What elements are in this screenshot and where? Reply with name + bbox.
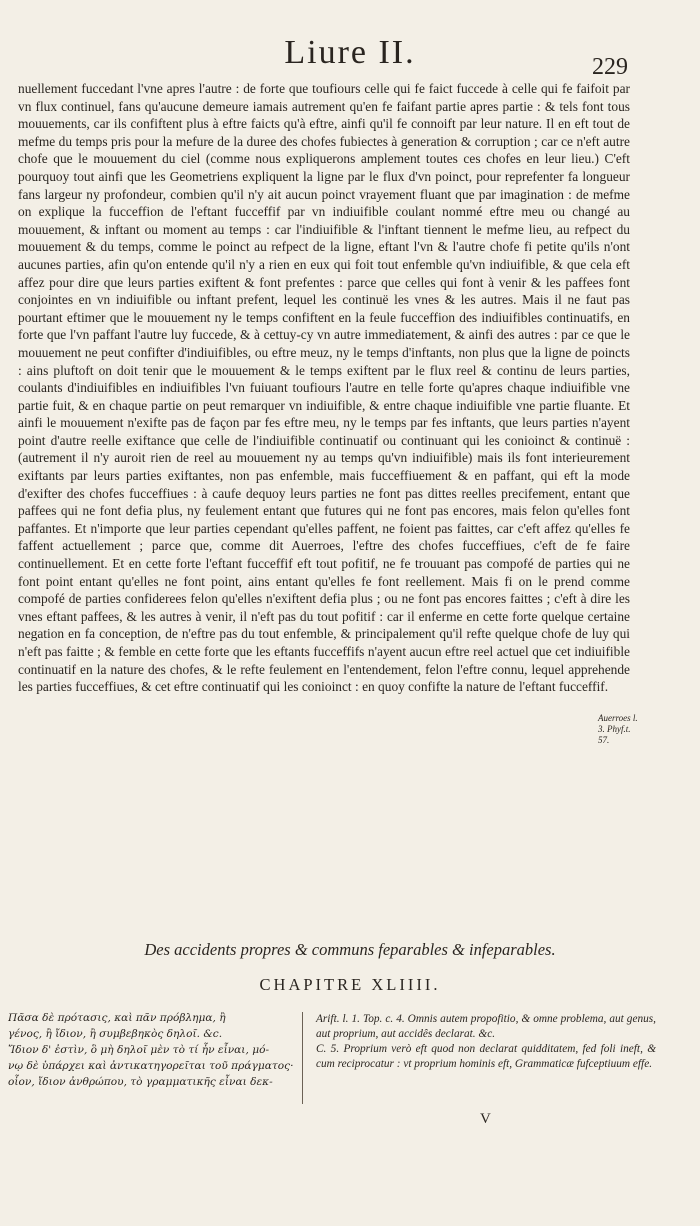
running-title: Liure II. xyxy=(284,34,416,71)
page-number: 229 xyxy=(592,54,628,80)
greek-quotation xyxy=(8,1010,296,1090)
margin-notes xyxy=(598,713,698,746)
latin-paragraph-2: C. 5. Proprium verò eft quod non declarat quidditatem, fed foli ineft, & cum reciprocatur : vt proprium hominis eft, Grammaticæ fufceptiuum effe. xyxy=(316,1043,656,1070)
greek-line: Πᾶσα δὲ πρότασις, καὶ πᾶν πρόβλημα, ἢ xyxy=(8,1012,226,1024)
margin-note-3: 57. xyxy=(598,735,610,745)
page-header xyxy=(0,30,700,80)
greek-line: Ἴδιον δ' ἐστὶν, ὃ μὴ δηλοῖ μὲν τὸ τί ἦν εἶναι, μό- xyxy=(8,1044,270,1056)
body-paragraph: nuellement fuccedant l'vne apres l'autre : de forte que toufiours celle qui fe faict fuccede à celle qui fe faifoit par vn flux continuel, fans qu'aucune demeure iamais autrement qu'en fe faifant partie apres partie : & tels font tous mouuements, car ils confiftent plus à eftre faicts qu'à eftre, ainfi qu'il fe connoift par leur nature. Il en eft tout de mefme du temps pris pour la mefure de la duree des chofes fubiectes à generation & corruption ; car ce n'eft autre chofe que le mouuement du ciel (comme nous expliquerons amplement toutes ces chofes en leur lieu.) C'eft pourquoy tout ainfi que les Geometriens expliquent la ligne par le flux d'vn poinct, pour reprefenter fa longueur fans largeur ny profondeur, combien qu'il n'y ait aucun poinct vrayement fluant que par imagination : de mefme on explique la fucceffion de l'eftant fucceffif par vn indiuifible coulant nommé eftre meu ou changé au mouuement, & inftant ou moment au temps : car l'indiuifible & l'inftant tiennent le mefme lieu, au refpect du mouuement & du temps, comme le poinct au refpect de la ligne, eftant l'vn & l'autre chofe fi petite qu'ils n'ont aucunes parties, afin qu'on entende qu'il n'y a rien en eux qui foit tout enfemble qu'vn indiuifible, & que cela eft affez pour dire que leurs parties exiftent & font prefentes : parce que celles qui font à venir & les paffees font conjointes en vn indiuifible ou inftant prefent, lequel les continuë les vnes & les autres. Mais il ne faut pas pourtant eftimer que le mouuement ny le temps confiftent en la feule fucceffion des indiuifibles continuatifs, en forte que l'vn paffant l'autre luy fuccede, & à cettuy-cy vn autre immediatement, & ainfi des autres : par ce que le mouuement ne peut confifter d'indiuifibles, ou eftre meuz, ny le temps d'inftants, non plus que la ligne de poincts : ains pluftoft on doit tenir que le mouuement & le temps exiftent par le flux reel & continu de leurs parties, coulants d'indiuifibles en indiuifibles l'vn fuiuant toufiours l'autre en telle forte qu'apres chaque indiuifible vne partie fuit, & en chaque partie on peut remarquer vn indiuifible, & entre chaque indiuifible vne partie fluante. Et ainfi le mouuement n'exifte pas de façon par fes eftre meu, ny le temps par fes inftants, que leurs parties n'ayent point d'autre reelle exiftance que celle de l'indiuifible continuatif ou continuant qui les conioinct & continuë : (autrement il n'y auroit rien de reel au mouuement ny au temps qu'vn indiuifible) mais ils font interieurement exiftants par leurs parties exiftantes, non pas enfemble, mais fucceffiuement & en paffant, qui eft la mode d'exifter des chofes fucceffiues : à caufe dequoy leurs parties ne font pas dittes reelles precifement, entant que paffees qui ne font defia plus, ny feulement entant que futures qui ne font pas encores, mais felon qu'elles font paffantes. Et n'importe que leur parties cependant qu'elles paffent, ne foient pas faittes, car c'eft affez qu'elles fe faffent actuellement ; parce que, comme dit Auerroes, l'eftre des chofes fucceffiues, c'eft de fe faire continuellement. Et en cette forte l'eftant fucceffif eft tout pofitif, ne fe trouuant pas compofé de parties qui ne font point entant qu'elles ne font point, ains entant qu'elles fe font reellement. Mais fi on le prend comme compofé de parties confiderees felon qu'elles n'exiftent defia plus ; ou ne font pas encores faittes ; c'eft à dire les vnes eftant paffees, & les autres à venir, il n'eft pas du tout pofitif : car il enferme en cette forte quelque certaine negation en fa conception, de n'eftre pas du tout enfemble, & principalement qu'il refte quelque chofe de luy qui n'eft pas faitte ; & femble en cette forte que les eftants fucceffifs n'ayent aucun eftre reel actuel que cet indiuifible continuatif en la nature des chofes, & le refte feulement en l'entendement, felon l'eftre connu, lequel apprehende les parties fucceffiues, & cet eftre continuatif qui les conioinct : en quoy confifte la nature de l'eftant fucceffif. xyxy=(18,81,630,695)
catchword: V xyxy=(480,1111,491,1127)
latin-quotation xyxy=(316,1012,656,1072)
chapter-heading: CHAPITRE XLIIII. xyxy=(259,975,441,994)
margin-note-1: Auerroes l. xyxy=(598,713,638,723)
main-text xyxy=(18,80,630,696)
section-heading: Des accidents propres & communs feparables & infeparables. xyxy=(144,940,556,959)
greek-line: νῳ δὲ ὑπάρχει καὶ ἀντικατηγορεῖται τοῦ πράγματος· xyxy=(8,1060,294,1072)
margin-note-2: 3. Phyf.t. xyxy=(598,724,631,734)
column-divider xyxy=(302,1012,303,1104)
greek-line: οἷον, ἴδιον ἀνθρώπου, τὸ γραμματικῆς εἶναι δεκ- xyxy=(8,1076,273,1088)
latin-paragraph-1: Arift. l. 1. Top. c. 4. Omnis autem propofitio, & omne problema, aut genus, aut proprium, aut accidês declarat. &c. xyxy=(316,1013,656,1040)
greek-line: γένος, ἢ ἴδιον, ἢ συμβεβηκὸς δηλοῖ. &c. xyxy=(8,1028,223,1040)
